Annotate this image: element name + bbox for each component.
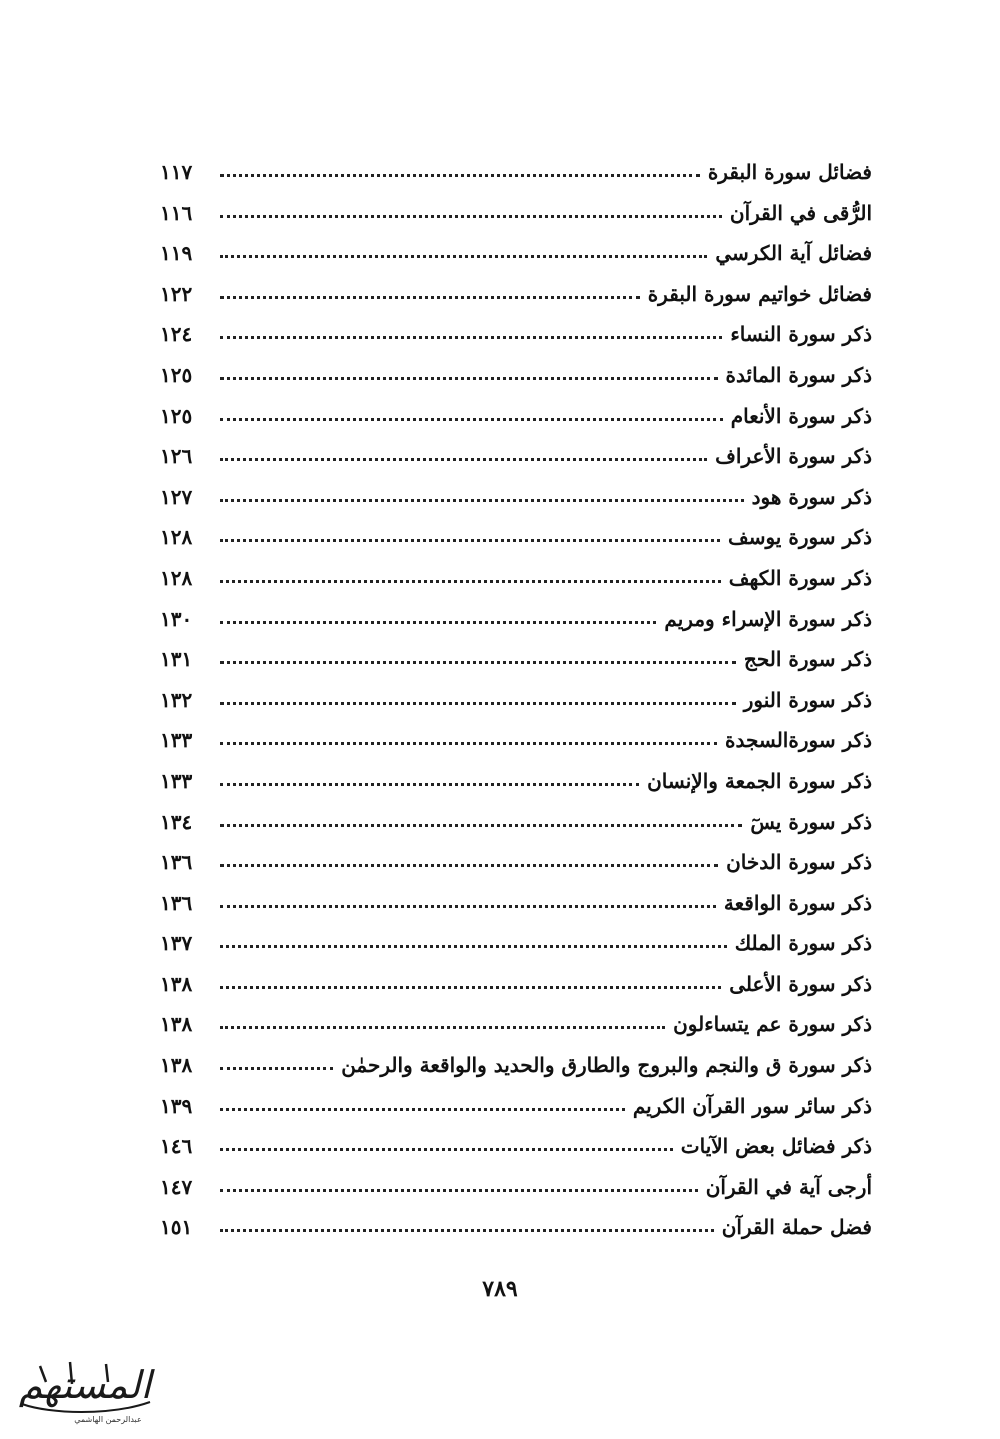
toc-entry-title: ذكر سورة يسٓ	[750, 809, 872, 834]
dot-leader	[220, 580, 721, 583]
toc-entry-title: ذكر سورة يوسف	[728, 525, 872, 550]
toc-entry-title: ذكر سورة الكهف	[728, 565, 872, 590]
dot-leader	[220, 905, 716, 908]
dot-leader	[220, 458, 707, 461]
toc-entry-title: ذكر سورة الأنعام	[730, 403, 872, 428]
toc-entry-title: فضائل سورة البقرة	[707, 160, 872, 184]
toc-entry	[160, 1086, 872, 1127]
calligraphy-logo-icon	[10, 1352, 160, 1427]
toc-entry	[160, 274, 872, 315]
dot-leader	[220, 1189, 698, 1192]
toc-entry-page: ١٣٨	[160, 971, 193, 996]
dot-leader	[220, 702, 736, 705]
toc-entry	[160, 1045, 872, 1086]
dot-leader	[220, 336, 722, 339]
toc-entry	[160, 558, 872, 599]
toc-entry-title: ذكر سورة هود	[751, 484, 872, 509]
toc-entry-title: ذكر سائر سور القرآن الكريم	[632, 1093, 872, 1118]
table-of-contents	[160, 152, 872, 1248]
dot-leader	[220, 215, 722, 218]
dot-leader	[220, 986, 721, 989]
toc-entry	[160, 842, 872, 883]
toc-entry	[160, 1207, 872, 1248]
toc-entry-title: فضل حملة القرآن	[721, 1215, 872, 1240]
toc-entry-page: ١٣٢	[160, 687, 193, 712]
dot-leader	[220, 296, 640, 299]
toc-entry	[160, 1167, 872, 1208]
svg-text:المستهم: المستهم	[18, 1363, 152, 1407]
toc-entry-page: ١٢٦	[160, 444, 193, 469]
dot-leader	[220, 742, 717, 745]
toc-entry-page: ١٤٦	[160, 1134, 193, 1159]
toc-entry-title: ذكر فضائل بعض الآيات	[680, 1134, 872, 1159]
toc-entry-page: ١٣٣	[160, 728, 193, 753]
dot-leader	[220, 174, 700, 177]
toc-entry-page: ١٣١	[160, 647, 193, 672]
toc-entry	[160, 314, 872, 355]
svg-text:عبدالرحمن الهاشمي: عبدالرحمن الهاشمي	[74, 1415, 142, 1424]
toc-entry-page: ١٣٧	[160, 931, 193, 956]
toc-entry	[160, 396, 872, 437]
toc-entry-title: الرُّقى في القرآن	[729, 200, 872, 225]
toc-entry-page: ١٢٤	[160, 322, 193, 347]
toc-entry	[160, 477, 872, 518]
toc-entry	[160, 517, 872, 558]
toc-entry-page: ١٣٦	[160, 850, 193, 875]
toc-entry	[160, 436, 872, 477]
dot-leader	[220, 377, 718, 380]
dot-leader	[220, 255, 707, 258]
toc-entry-title: ذكر سورة الواقعة	[723, 890, 872, 915]
toc-entry-title: ذكر سورة النساء	[730, 322, 872, 347]
toc-entry	[160, 599, 872, 640]
toc-entry-title: ذكر سورة الإسراء ومريم	[664, 606, 872, 631]
toc-entry-page: ١٣٨	[160, 1012, 193, 1037]
dot-leader	[220, 418, 723, 421]
dot-leader	[220, 539, 720, 542]
toc-entry-page: ١٣٤	[160, 809, 193, 834]
toc-entry-page: ١٢٨	[160, 525, 193, 550]
dot-leader	[220, 824, 742, 827]
dot-leader	[220, 621, 656, 624]
toc-entry-page: ١٢٥	[160, 403, 193, 428]
toc-entry-page: ١٢٥	[160, 362, 193, 387]
toc-entry-page: ١٢٨	[160, 565, 193, 590]
page-number: ٧٨٩	[482, 1276, 518, 1302]
toc-entry-title: ذكر سورةالسجدة	[724, 728, 872, 753]
toc-entry-title: أرجى آية في القرآن	[705, 1174, 872, 1199]
toc-entry-page: ١٢٧	[160, 484, 193, 509]
toc-entry	[160, 233, 872, 274]
toc-entry	[160, 883, 872, 924]
toc-entry	[160, 680, 872, 721]
toc-entry-title: ذكر سورة الجمعة والإنسان	[647, 768, 872, 793]
dot-leader	[220, 1229, 714, 1232]
toc-entry-title: ذكر سورة الأعراف	[715, 444, 872, 469]
toc-entry	[160, 639, 872, 680]
toc-entry-title: ذكر سورة الدخان	[726, 850, 872, 875]
toc-entry-page: ١٤٧	[160, 1174, 193, 1199]
toc-entry-title: فضائل خواتيم سورة البقرة	[647, 281, 872, 306]
toc-entry-title: ذكر سورة ق والنجم والبروج والطارق والحديد والواقعة والرحمٰن	[341, 1053, 872, 1078]
toc-entry	[160, 1004, 872, 1045]
toc-entry	[160, 923, 872, 964]
toc-entry	[160, 152, 872, 193]
toc-entry	[160, 355, 872, 396]
toc-entry-page: ١٥١	[160, 1215, 193, 1240]
dot-leader	[220, 945, 727, 948]
dot-leader	[220, 1067, 333, 1070]
toc-entry	[160, 193, 872, 234]
toc-entry-page: ١٣٩	[160, 1093, 193, 1118]
toc-entry-title: ذكر سورة الأعلى	[729, 971, 872, 996]
dot-leader	[220, 1108, 625, 1111]
dot-leader	[220, 864, 718, 867]
toc-entry-page: ١٣٠	[160, 606, 193, 631]
toc-entry-title: فضائل آية الكرسي	[715, 241, 872, 266]
dot-leader	[220, 783, 639, 786]
toc-entry-title: ذكر سورة عم يتساءلون	[673, 1012, 872, 1037]
dot-leader	[220, 499, 744, 502]
toc-entry-page: ١٣٦	[160, 890, 193, 915]
toc-entry	[160, 720, 872, 761]
toc-entry-title: ذكر سورة الملك	[734, 931, 872, 956]
toc-entry-page: ١١٧	[160, 160, 193, 184]
toc-entry-page: ١١٩	[160, 241, 193, 266]
toc-entry-page: ١٣٨	[160, 1053, 193, 1078]
dot-leader	[220, 661, 736, 664]
toc-entry	[160, 761, 872, 802]
dot-leader	[220, 1026, 665, 1029]
toc-entry-page: ١٢٢	[160, 281, 193, 306]
toc-entry	[160, 964, 872, 1005]
toc-entry-page: ١٣٣	[160, 768, 193, 793]
toc-entry	[160, 1126, 872, 1167]
toc-entry-title: ذكر سورة الحج	[743, 647, 872, 672]
toc-entry-title: ذكر سورة النور	[743, 687, 872, 712]
toc-entry-page: ١١٦	[160, 200, 193, 225]
toc-entry	[160, 802, 872, 843]
toc-entry-title: ذكر سورة المائدة	[725, 362, 872, 387]
dot-leader	[220, 1148, 673, 1151]
